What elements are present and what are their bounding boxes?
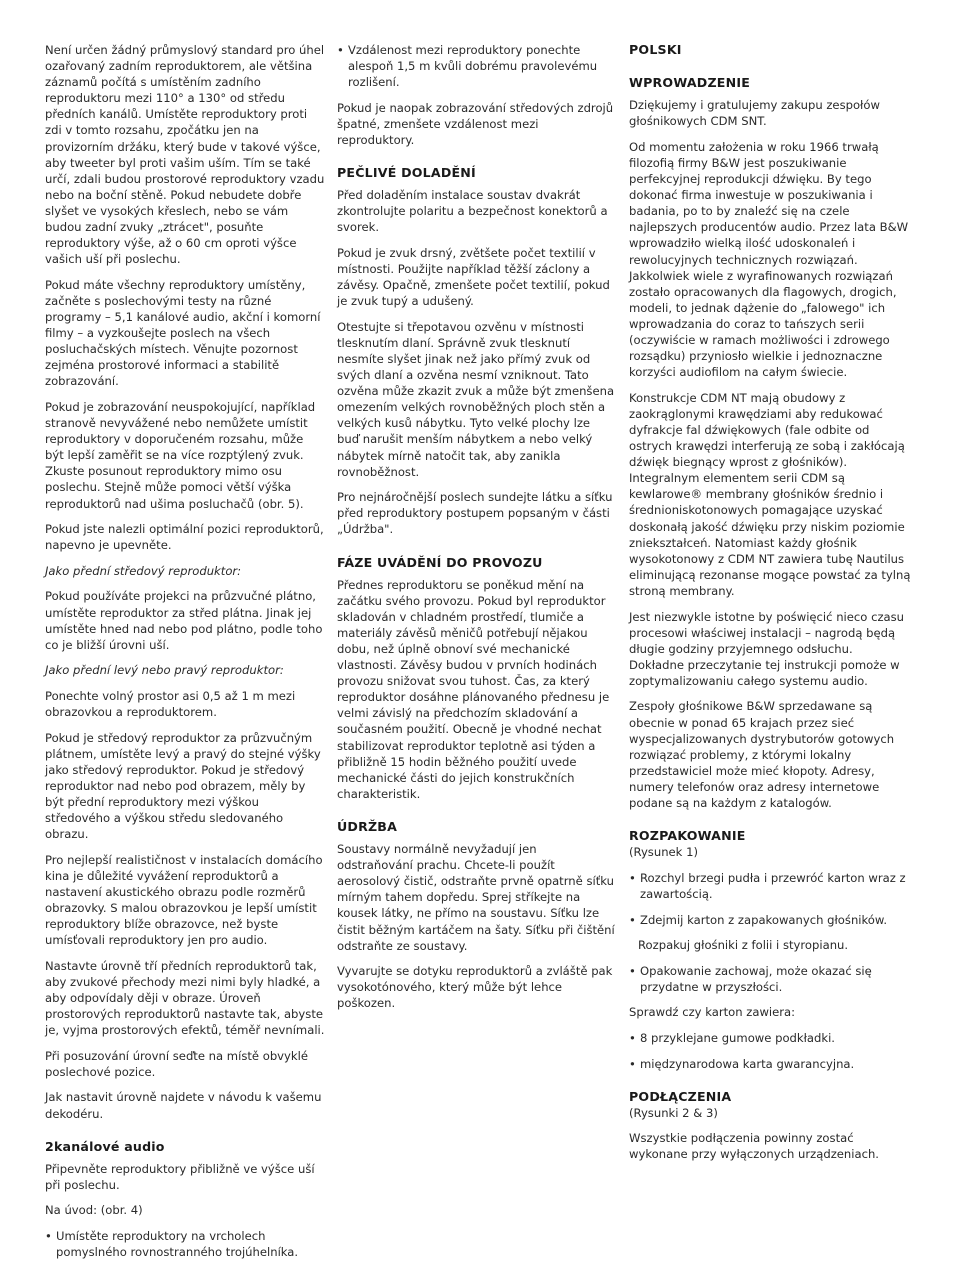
paragraph: Není určen žádný průmyslový standard pro úhel ozařovaný zadním reproduktorem, ale většina záznamů počítá s umístěním zadního reproduktoru mezi 110° a 130° od středu předních kanálů. Umístěte reproduktory proti zdi v tomto rozsahu, zpočátku jen na provizorním držáku, který bude v takové výšce, aby tweeter byl proti vašim uším. Tím se také určí, zdali budou prostorové reproduktory vzadu nebo na boční stěně. Pokud nebudete dobře slyšet ve vysokých křeslech, nebo se vám budou zadní zvuky „ztrácet", posuňte reproduktory výše, až o 60 cm oproti výšce vašich uší při poslechu. [45, 43, 325, 267]
bullet-list [337, 42, 615, 90]
paragraph: Zespoły głośnikowe B&W sprzedawane są obecnie w ponad 65 krajach przez sieć wyspecjalizowanych dystrybutorów gotowych rozwiązać problemy, z którymi lokalny przedstawiciel może mieć kłopoty. Adresy, numery telefonów oraz adresy internetowe podane są na każdym z katalogów. [629, 699, 895, 811]
paragraph: Pro nejlepší realističnost v instalacích domácího kina je důležité vyvážení reproduktorů a nastavení akustického obrazu podle rozměrů obrazovky. S malou obrazovkou je lepší umístit reproduktory blíže obrazovce, než byste umísťovali reproduktory jen pro audio. [45, 852, 323, 948]
figure-reference: (Rysunki 2 & 3) [629, 1105, 718, 1120]
bullet-icon: • [629, 1030, 636, 1045]
section-heading-maintenance: ÚDRŽBA [337, 818, 398, 834]
paragraph: Jak nastavit úrovně najdete v návodu k vašemu dekodéru. [45, 1090, 322, 1121]
bullet-icon: • [629, 870, 636, 885]
section-heading-unpacking: ROZPAKOWANIE [629, 828, 746, 844]
paragraph: Nastavte úrovně tří předních reproduktorů tak, aby zvukové přechody mezi nimi byly hladké, a aby odpovídaly ději v obraze. Úroveň prostorových reproduktorů nastavte tak, abyste je, vyjma prostorových efektů, téměř nevnímali. [45, 958, 325, 1038]
paragraph: Pokud je naopak zobrazování středových zdrojů špatné, zmenšete vzdálenost mezi reproduktory. [337, 100, 614, 147]
column-polish [629, 42, 911, 1172]
paragraph: Ponechte volný prostor asi 0,5 až 1 m mezi obrazovkou a reproduktorem. [45, 688, 296, 719]
section-heading-connections: PODŁĄCZENIA [629, 1088, 732, 1104]
section-heading-2ch-audio: 2kanálové audio [45, 1138, 165, 1154]
paragraph: Wszystkie podłączenia powinny zostać wykonane przy wyłączonych urządzeniach. [629, 1131, 879, 1162]
bullet-icon: • [629, 912, 636, 927]
paragraph: Pokud používáte projekci na průzvučné plátno, umístěte reproduktor za střed plátna. Jinak jej umístěte hned nad nebo pod plátno, podle toho co je bližší úrovni uší. [45, 589, 323, 652]
paragraph: Od momentu założenia w roku 1966 trwałą filozofią firmy B&W jest poszukiwanie perfekcyjnej reprodukcji dźwięku. By tego dokonać firma inwestuje w poszukiwania i badania, po to by znaleźć się na czele najlepszych producentów audio. Przez lata B&W wprowadziło wielką ilość udoskonaleń i rewolucyjnych technicznych rozwiązań. Jakkolwiek wiele z wyrafinowanych rozwiązań zostało opracowanych dla flagowych, drogich, modeli, to jednak dążenie do „falowego" ich wprowadzania do coraz to tańszych serii (oczywiście w ramach możliwości i zdrowego rozsądku) przyniosło wielkie i jednoznaczne korzyści audiofilom na całym świecie. [629, 139, 909, 380]
list-item: • 8 przyklejane gumowe podkładki. [629, 1030, 835, 1045]
subheading-left-right-speaker: Jako přední levý nebo pravý reproduktor: [45, 663, 284, 678]
paragraph: Otestujte si třepotavou ozvěnu v místnosti tlesknutím dlaní. Správně zvuk tlesknutí nesmíte slyšet jinak než jako přímý zvuk od svých dlaní a ozvěna nesmí vzniknout. Tato ozvěna může zkazit zvuk a může být zmenšena omezením velkých rovnoběžných ploch stěn a velkých kusů nábytku. Tyto velké plochy lze buď narušit menším nábytkem a nebo velký nábytek mírně natočit tak, aby zanikla rovnoběžnost. [337, 319, 615, 479]
bullet-icon: • [337, 43, 344, 57]
list-item: • Zdejmij karton z zapakowanych głośników. [629, 912, 888, 927]
paragraph: Pokud jste nalezli optimální pozici reproduktorů, napevno je upevněte. [45, 522, 324, 553]
paragraph: Na úvod: (obr. 4) [45, 1203, 143, 1218]
bullet-icon: • [45, 1229, 52, 1243]
figure-reference: (Rysunek 1) [629, 845, 698, 860]
language-heading: POLSKI [629, 42, 682, 57]
bullet-list [629, 1030, 911, 1072]
paragraph: Soustavy normálně nevyžadují jen odstraňování prachu. Chcete-li použít aerosolový čistič, odstraňte prvně opatrně síťku mírným tahem dopředu. Sprej stříkejte na kousek látky, ne přímo na soustavu. Síťku lze čistit běžným kartáčem na šaty. Síťku při čištění odstraňte ze soustavy. [337, 842, 615, 953]
list-item: • Umístěte reproduktory na vrcholech pomyslného rovnostranného trojúhelníka. [45, 1229, 299, 1260]
column-czech-left [45, 42, 325, 1270]
paragraph: Vyvarujte se dotyku reproduktorů a zvláště pak vysokotónového, který může být lehce poškozen. [337, 964, 613, 1011]
list-item: • Rozchyl brzegi pudła i przewróć karton wraz z zawartością. [629, 870, 906, 901]
subheading-center-speaker: Jako přední středový reproduktor: [45, 563, 242, 578]
paragraph: Jest niezwykle istotne by poświęcić nieco czasu procesowi właściwej instalacji – nagrodą będą długie godziny przyjemnego odsłuchu. Dokładne przeczytanie tej instrukcji pomoże w zoptymalizowaniu całego systemu audio. [629, 609, 905, 688]
paragraph: Pokud máte všechny reproduktory umístěny, začněte s poslechovými testy na různé programy – 5,1 kanálové audio, akční i komorní filmy – a vyzkoušejte poslech na všech posluchačských místech. Věnujte pozornost zejména prostorové informaci a stabilitě zobrazování. [45, 277, 321, 389]
section-heading-running-in: FÁZE UVÁDĚNÍ DO PROVOZU [337, 554, 543, 570]
paragraph: Pokud je zvuk drsný, zvětšete počet textilií v místnosti. Použijte například těžší záclony a závěsy. Opačně, zmenšete počet textilií, pokud je zvuk tupý a udušený. [337, 245, 610, 309]
list-item: • międzynarodowa karta gwarancyjna. [629, 1056, 855, 1071]
paragraph: Před doladěním instalace soustav dvakrát zkontrolujte polaritu a bezpečnost konektorů a svorek. [337, 188, 608, 235]
paragraph: Konstrukcje CDM NT mają obudowy z zaokrąglonymi krawędziami aby redukować dyfrakcje fal dźwiękowych (fale odbite od ostrych krawędzi interferują ze sobą i zakłócają dźwięk biegnący wprost z głośników). Integralnym elementem serii CDM są kewlarowe® membrany głośników średnio i średnioniskotonowych pomagające uzyskać doskonałą jakość dźwięku przy niskim poziomie zniekształceń. Natomiast każdy głośnik wysokotonowy z CDM NT zawiera tubę Nautilus eliminującą rezonanse mogące powstać za tylną stroną membrany. [629, 390, 911, 598]
list-item: • Vzdálenost mezi reproduktory ponechte alespoň 1,5 m kvůli dobrému pravolevému rozlišení. [337, 43, 598, 90]
paragraph: Připevněte reproduktory přibližně ve výšce uší při poslechu. [45, 1161, 315, 1192]
section-heading-fine-tuning: PEČLIVÉ DOLADĚNÍ [337, 165, 476, 181]
bullet-icon: • [629, 1056, 636, 1071]
paragraph: Pokud je středový reproduktor za průzvučným plátnem, umístěte levý a pravý do stejné výšky jako středový reproduktor. Pokud je středový reproduktor nad nebo pod obrazem, měly by být přední reproduktory mezi výškou středového a výškou středu sledovaného obrazu. [45, 730, 321, 842]
section-heading-introduction: WPROWADZENIE [629, 75, 751, 91]
bullet-list [45, 1228, 325, 1260]
bullet-icon: • [629, 963, 636, 978]
bullet-list [629, 963, 911, 995]
bullet-list [629, 870, 911, 928]
paragraph: Sprawdź czy karton zawiera: [629, 1005, 796, 1020]
paragraph: Pokud je zobrazování neuspokojující, například stranově nevyvážené nebo nemůžete umístit reproduktory v doporučeném rozsahu, může být lepší zaměřit se na více rozptýlený zvuk. Zkuste posunout reproduktory mimo osu poslechu. Stejně může pomoci větší výška reproduktorů nad ušima posluchačů (obr. 5). [45, 399, 316, 511]
column-czech-middle [337, 42, 615, 1021]
paragraph: Dziękujemy i gratulujemy zakupu zespołów głośnikowych CDM SNT. [629, 98, 880, 129]
paragraph: Rozpakuj głośniki z folii i styropianu. [638, 938, 849, 953]
paragraph: Při posuzování úrovní seďte na místě obvyklé poslechové pozice. [45, 1048, 308, 1079]
paragraph: Přednes reproduktoru se poněkud mění na začátku svého provozu. Pokud byl reproduktor skladován v chladném prostředí, tlumiče a materiály závěsů měničů potřebují nějakou dobu, než úplně obnoví své mechanické vlastnosti. Závěsy budou v prvních hodinách provozu snižovat svou tuhost. Čas, za který reproduktor dosáhne plánovaného přednesu je velmi závislý na předchozím skladování a současném použití. Obecně je vhodné nechat stabilizovat reproduktor teplotně asi týden a přibližně 15 hodin běžného použití uvede mechanické části do jejich konstrukčních charakteristik. [337, 577, 610, 801]
paragraph: Pro nejnáročnější poslech sundejte látku a síťku před reproduktory postupem popsaným v části „Údržba". [337, 490, 613, 537]
list-item: • Opakowanie zachowaj, może okazać się przydatne w przyszłości. [629, 963, 872, 994]
